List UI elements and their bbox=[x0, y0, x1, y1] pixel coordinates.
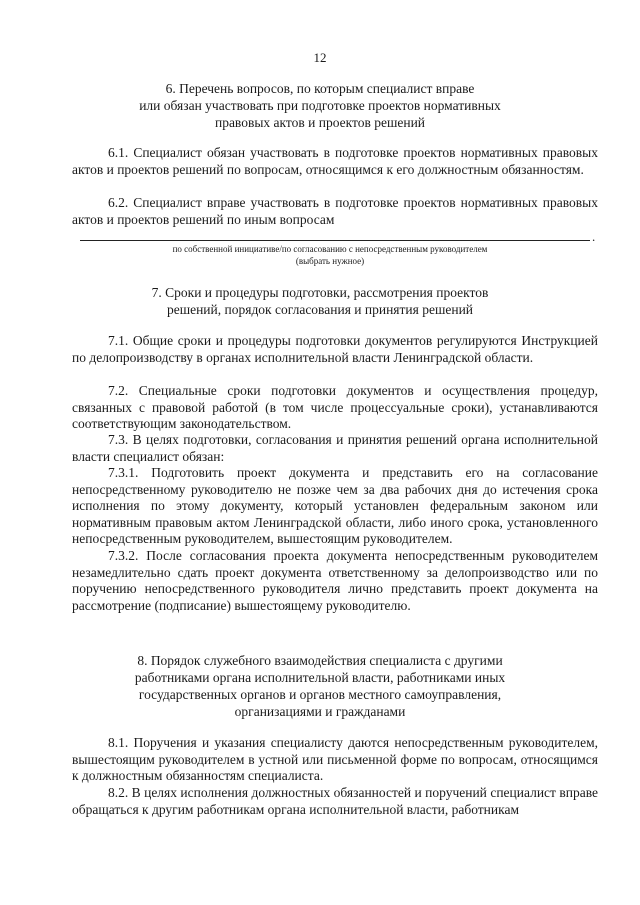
paragraph-6-1: 6.1. Специалист обязан участвовать в подготовке проектов нормативных правовых актов и проектов решений по вопросам, относящимся к его должностным обязанностям. bbox=[72, 145, 598, 177]
section-6-heading-line: 6. Перечень вопросов, по которым специалист вправе bbox=[165, 81, 475, 96]
paragraph-6-2: 6.2. Специалист вправе участвовать в подготовке проектов нормативных правовых актов и проектов решений по иным вопросам bbox=[72, 195, 598, 227]
fill-in-blank-line bbox=[80, 240, 590, 241]
blank-hint-choose: (выбрать нужное) bbox=[295, 256, 365, 266]
page-number: 12 bbox=[313, 50, 327, 65]
paragraph-7-3-1: 7.3.1. Подготовить проект документа и представить его на согласование непосредственному руководителю не позже чем за два рабочих дня до истечения срока исполнения по этому документу, который установлен федеральным законом или нормативным правовым актом Ленинградской области, либо иного срока, установленного непосредственным руководителем, вышестоящим руководителем. bbox=[72, 465, 598, 547]
paragraph-8-2: 8.2. В целях исполнения должностных обязанностей и поручений специалист вправе обращаться к другим работникам органа исполнительной власти, работникам bbox=[72, 785, 598, 817]
paragraph-7-1: 7.1. Общие сроки и процедуры подготовки документов регулируются Инструкцией по делопроизводству в органах исполнительной власти Ленинградской области. bbox=[72, 333, 598, 365]
paragraph-7-2: 7.2. Специальные сроки подготовки документов и осуществления процедур, связанных с правовой работой (в том числе процессуальные сроки), устанавливаются соответствующим законодательством. bbox=[72, 383, 598, 432]
section-6-heading-line: или обязан участвовать при подготовке проектов нормативных bbox=[139, 98, 501, 113]
section-8-heading-line: работниками органа исполнительной власти, работниками иных bbox=[134, 670, 506, 685]
section-8-heading-line: 8. Порядок служебного взаимодействия специалиста с другими bbox=[137, 653, 503, 668]
section-7-heading-line: 7. Сроки и процедуры подготовки, рассмотрения проектов bbox=[151, 285, 489, 300]
fill-in-blank-end: . bbox=[592, 229, 596, 244]
blank-hint-line: по собственной инициативе/по согласованию с непосредственным руководителем bbox=[172, 244, 488, 254]
section-8-heading-line: организациями и гражданами bbox=[234, 704, 406, 719]
section-6-heading-line: правовых актов и проектов решений bbox=[214, 115, 426, 130]
section-6-heading bbox=[100, 80, 540, 131]
paragraph-7-3: 7.3. В целях подготовки, согласования и принятия решений органа исполнительной власти специалист обязан: bbox=[72, 432, 598, 464]
section-7-heading bbox=[100, 284, 540, 318]
section-7-heading-line: решений, порядок согласования и принятия решений bbox=[166, 302, 474, 317]
section-8-heading-line: государственных органов и органов местного самоуправления, bbox=[138, 687, 502, 702]
paragraph-7-3-2: 7.3.2. После согласования проекта документа непосредственным руководителем незамедлительно сдать проект документа ответственному за делопроизводство или по поручению непосредственного руководителя лично представить проект документа на рассмотрение (подписание) вышестоящему руководителю. bbox=[72, 548, 598, 613]
section-8-heading bbox=[100, 652, 540, 720]
paragraph-8-1: 8.1. Поручения и указания специалисту даются непосредственным руководителем, вышестоящим руководителем в устной или письменной форме по вопросам, относящимся к должностным обязанностям специалиста. bbox=[72, 735, 598, 784]
